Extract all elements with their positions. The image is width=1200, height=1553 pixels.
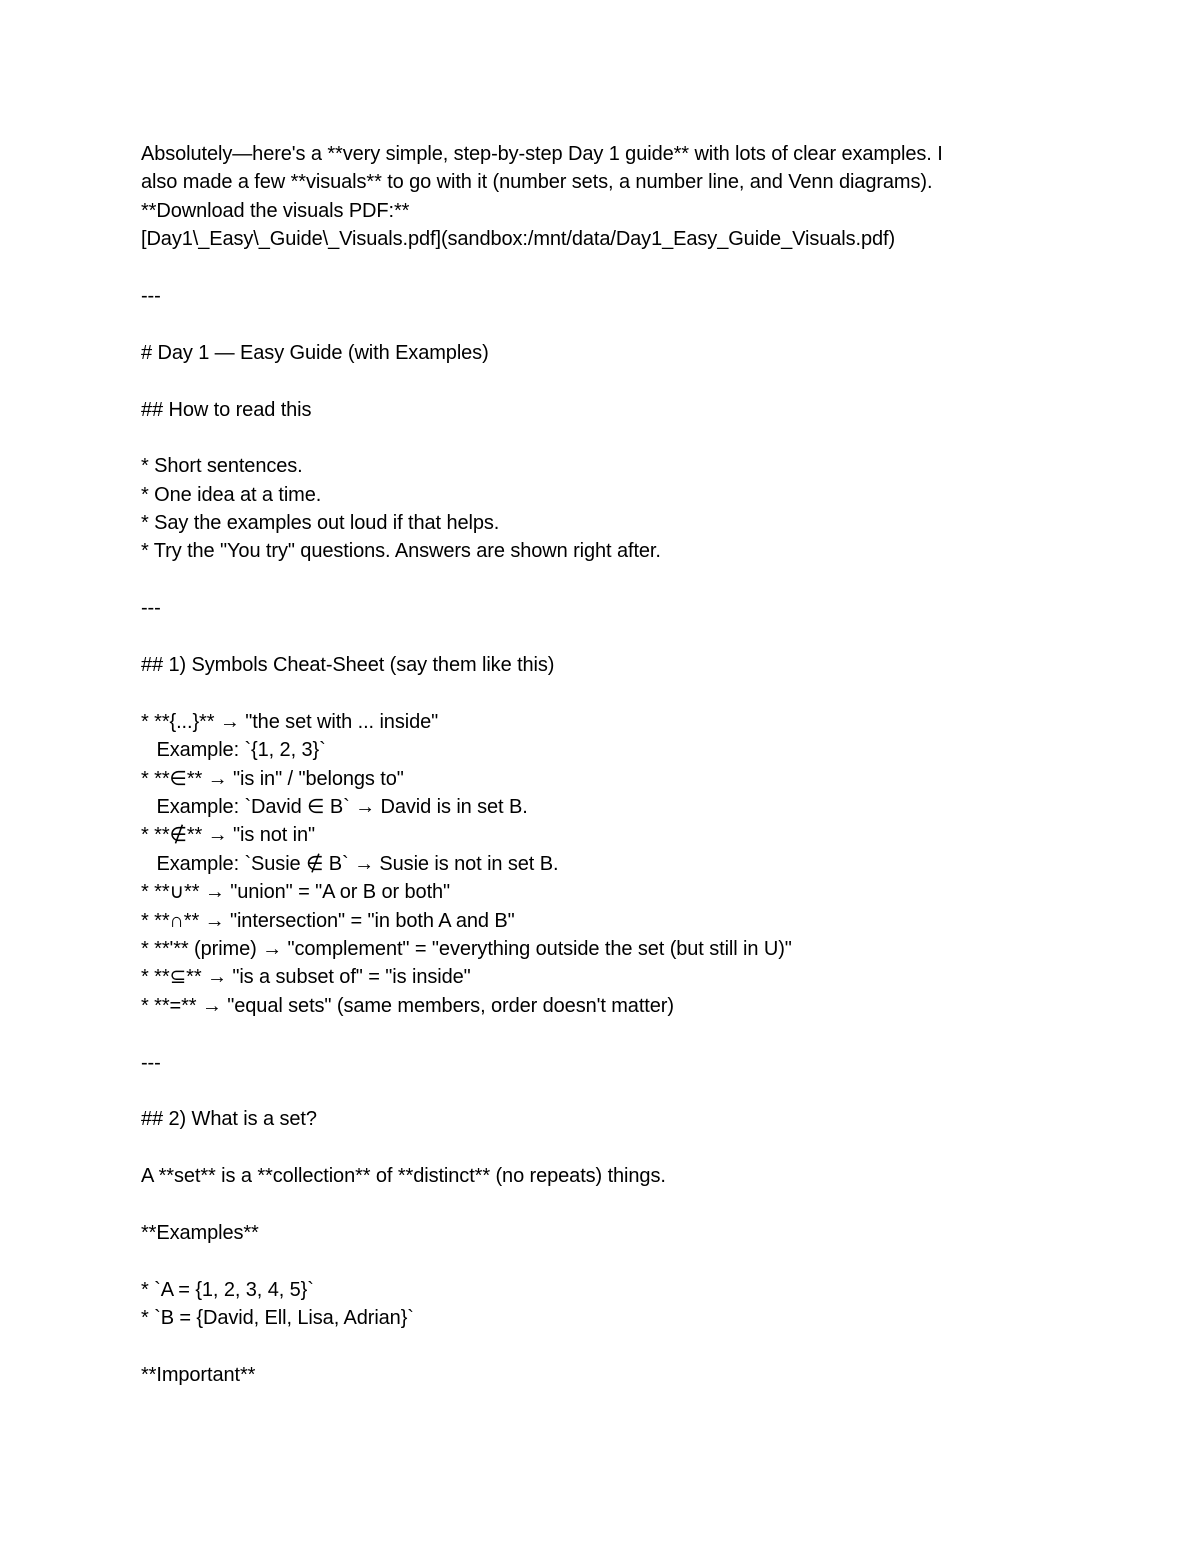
- symbol-line: * **∉** → "is not in": [141, 824, 316, 847]
- blank-line: [141, 1332, 1061, 1360]
- symbol-example-line: Example: `David ∈ B` → David is in set B.: [151, 795, 528, 818]
- separator: ---: [141, 1051, 161, 1074]
- document-page: [141, 140, 1061, 1389]
- how-to-read-heading: ## How to read this: [141, 398, 312, 421]
- blank-line: [141, 254, 1061, 282]
- intro-line-3: **Download the visuals PDF:**: [141, 199, 410, 222]
- set-definition: A **set** is a **collection** of **distinct** (no repeats) things.: [141, 1165, 666, 1188]
- separator: ---: [141, 597, 161, 620]
- blank-line: [141, 1077, 1061, 1105]
- set-example: * `A = {1, 2, 3, 4, 5}`: [141, 1278, 314, 1301]
- separator: ---: [141, 284, 161, 307]
- blank-line: [141, 1190, 1061, 1218]
- blank-line: [141, 424, 1061, 452]
- symbol-line: * **{...}** → "the set with ... inside": [141, 710, 439, 733]
- blank-line: [141, 310, 1061, 338]
- how-to-read-bullet: * Say the examples out loud if that helps.: [141, 512, 500, 535]
- blank-line: [141, 679, 1061, 707]
- symbol-example-line: Example: `{1, 2, 3}`: [151, 739, 326, 762]
- symbol-line: * **∪** → "union" = "A or B or both": [141, 881, 451, 904]
- important-heading: **Important**: [141, 1363, 256, 1386]
- document-title: # Day 1 — Easy Guide (with Examples): [141, 341, 489, 364]
- examples-heading: **Examples**: [141, 1221, 259, 1244]
- symbol-line: * **∈** → "is in" / "belongs to": [141, 767, 404, 790]
- how-to-read-bullet: * Short sentences.: [141, 455, 303, 478]
- intro-line-1: Absolutely—here's a **very simple, step-by-step Day 1 guide** with lots of clear examples. I: [141, 143, 943, 165]
- symbol-line: * **=** → "equal sets" (same members, order doesn't matter): [141, 994, 674, 1017]
- how-to-read-bullet: * One idea at a time.: [141, 483, 322, 506]
- intro-line-4: [Day1\_Easy\_Guide\_Visuals.pdf](sandbox:/mnt/data/Day1_Easy_Guide_Visuals.pdf): [141, 228, 896, 251]
- blank-line: [141, 1247, 1061, 1275]
- blank-line: [141, 623, 1061, 651]
- symbol-line: * **∩** → "intersection" = "in both A and B": [141, 909, 515, 932]
- symbols-heading: ## 1) Symbols Cheat-Sheet (say them like this): [141, 654, 555, 677]
- set-example: * `B = {David, Ell, Lisa, Adrian}`: [141, 1307, 414, 1330]
- blank-line: [141, 566, 1061, 594]
- symbol-line: * **⊆** → "is a subset of" = "is inside": [141, 966, 471, 989]
- blank-line: [141, 1020, 1061, 1048]
- symbol-example-line: Example: `Susie ∉ B` → Susie is not in set B.: [151, 852, 559, 875]
- symbol-line: * **'** (prime) → "complement" = "everything outside the set (but still in U)": [141, 937, 792, 960]
- how-to-read-bullet: * Try the "You try" questions. Answers are shown right after.: [141, 540, 661, 563]
- blank-line: [141, 1134, 1061, 1162]
- blank-line: [141, 367, 1061, 395]
- what-is-set-heading: ## 2) What is a set?: [141, 1108, 317, 1131]
- intro-line-2: also made a few **visuals** to go with it (number sets, a number line, and Venn diagrams).: [141, 171, 933, 194]
